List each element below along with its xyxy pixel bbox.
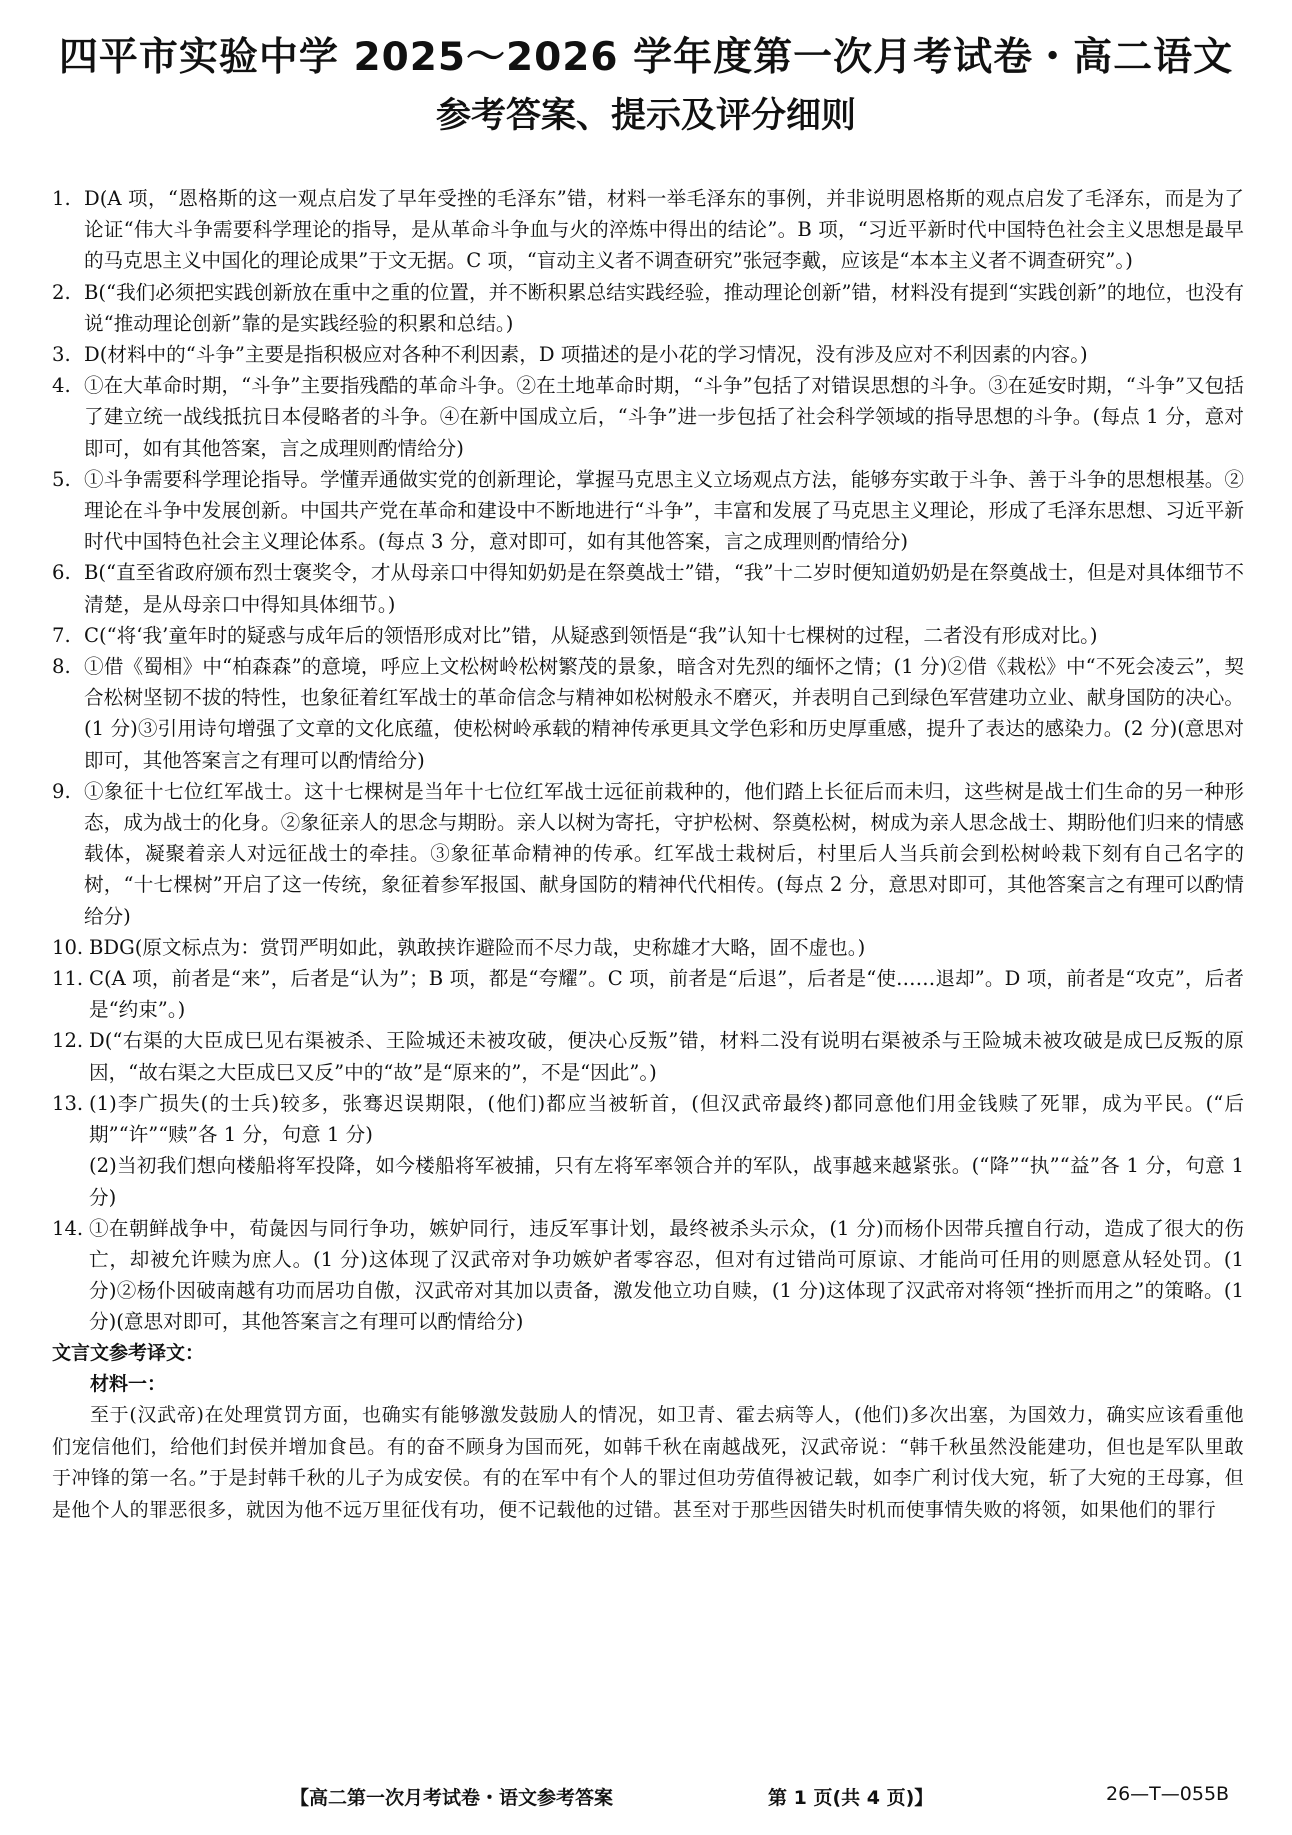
answer-number: 3.	[52, 343, 71, 367]
page-subtitle: 参考答案、提示及评分细则	[435, 96, 856, 136]
answer-item	[52, 1213, 1244, 1338]
answer-text: ①在大革命时期，“斗争”主要指残酷的革命斗争。②在土地革命时期，“斗争”包括了对错误思想的斗争。③在延安时期，“斗争”又包括了建立统一战线抵抗日本侵略者的斗争。④在新中国成立后，“斗争”进一步包括了社会科学领域的指导思想的斗争。(每点 1 分，意对即可，如有其他答案，言之成理则酌情给分)	[84, 374, 1244, 460]
answer-text: (1)李广损失(的士兵)较多，张骞迟误期限，(他们)都应当被斩首，(但汉武帝最终)都同意他们用金钱赎了死罪，成为平民。(“后期”“许”“赎”各 1 分，句意 1 分)	[89, 1091, 1244, 1147]
answer-item	[52, 776, 1244, 932]
answer-number: 12.	[52, 1029, 84, 1053]
answer-item	[52, 370, 1244, 464]
answer-number: 13.	[52, 1091, 84, 1115]
answer-number: 2.	[52, 280, 71, 304]
answer-text: BDG(原文标点为：赏罚严明如此，孰敢挟诈避险而不尽力哉，史称雄才大略，固不虚也。)	[89, 935, 866, 959]
page-title: 四平市实验中学 2025～2026 学年度第一次月考试卷・高二语文	[58, 35, 1234, 80]
answer-number: 14.	[52, 1216, 84, 1240]
answer-subpart: (2)当初我们想向楼船将军投降，如今楼船将军被捕，只有左将军率领合并的军队，战事越来越紧张。(“降”“执”“益”各 1 分，句意 1 分)	[89, 1154, 1244, 1209]
answer-body	[52, 183, 1244, 1526]
answer-item	[52, 183, 1244, 277]
answer-number: 7.	[52, 623, 71, 647]
footer-code: 26—T—055B	[1106, 1783, 1230, 1805]
material-label: 材料一：	[90, 1372, 167, 1395]
answer-text: ①在朝鲜战争中，荀彘因与同行争功，嫉妒同行，违反军事计划，最终被杀头示众，(1 分)而杨仆因带兵擅自行动，造成了很大的伤亡，却被允许赎为庶人。(1 分)这体现了汉武帝对争功嫉妒者零容忍，但对有过错尚可原谅、才能尚可任用的则愿意从轻处罚。(1 分)②杨仆因破南越有功而居功自傲，汉武帝对其加以责备，激发他立功自赎，(1 分)这体现了汉武帝对将领“挫折而用之”的策略。(1 分)(意思对即可，其他答案言之有理可以酌情给分)	[89, 1216, 1244, 1334]
answer-text: ①借《蜀相》中“柏森森”的意境，呼应上文松树岭松树繁茂的景象，暗含对先烈的缅怀之情；(1 分)②借《栽松》中“不死会凌云”，契合松树坚韧不拔的特性，也象征着红军战士的革命信念与精神如松树般永不磨灭，并表明自己到绿色军营建功立业、献身国防的决心。(1 分)③引用诗句增强了文章的文化底蕴，使松树岭承载的精神传承更具文学色彩和历史厚重感，提升了表达的感染力。(2 分)(意思对即可，其他答案言之有理可以酌情给分)	[84, 655, 1244, 772]
answer-item	[52, 339, 1244, 370]
footer-page-number: 第 1 页(共 4 页)】	[768, 1787, 934, 1809]
answer-text: D(材料中的“斗争”主要是指积极应对各种不利因素，D 项描述的是小花的学习情况，没有涉及应对不利因素的内容。)	[84, 343, 1088, 367]
answer-number: 6.	[52, 561, 71, 585]
answer-item	[52, 932, 1244, 963]
answer-item	[52, 1088, 1244, 1150]
answer-item	[52, 464, 1244, 558]
answer-text: B(“我们必须把实践创新放在重中之重的位置，并不断积累总结实践经验，推动理论创新”错，材料没有提到“实践创新”的地位，也没有说“推动理论创新”靠的是实践经验的积累和总结。)	[84, 280, 1244, 335]
footer-exam-name: 【高二第一次月考试卷・语文参考答案	[290, 1787, 614, 1809]
answer-number: 11.	[52, 967, 84, 991]
answer-text: ①象征十七位红军战士。这十七棵树是当年十七位红军战士远征前栽种的，他们踏上长征后而未归，这些树是战士们生命的另一种形态，成为战士的化身。②象征亲人的思念与期盼。亲人以树为寄托，守护松树、祭奠松树，树成为亲人思念战士、期盼他们归来的情感载体，凝聚着亲人对远征战士的牵挂。③象征革命精神的传承。红军战士栽树后，村里后人当兵前会到松树岭栽下刻有自己名字的树，“十七棵树”开启了这一传统，象征着参军报国、献身国防的精神代代相传。(每点 2 分，意思对即可，其他答案言之有理可以酌情给分)	[84, 779, 1244, 928]
answer-text: B(“直至省政府颁布烈士褒奖令，才从母亲口中得知奶奶是在祭奠战士”错，“我”十二岁时便知道奶奶是在祭奠战士，但是对具体细节不清楚，是从母亲口中得知具体细节。)	[84, 561, 1244, 616]
answer-item	[52, 557, 1244, 619]
answer-text: C(“将‘我’童年时的疑惑与成年后的领悟形成对比”错，从疑惑到领悟是“我”认知十七棵树的过程，二者没有形成对比。)	[84, 623, 1098, 647]
answer-number: 9.	[52, 779, 71, 803]
translation-heading: 文言文参考译文：	[52, 1341, 205, 1364]
answer-item	[52, 277, 1244, 339]
answer-text: D(“右渠的大臣成巳见右渠被杀、王险城还未被攻破，便决心反叛”错，材料二没有说明右渠被杀与王险城未被攻破是成巳反叛的原因，“故右渠之大臣成巳又反”中的“故”是“原来的”，不是“因此”。)	[89, 1029, 1244, 1084]
answer-number: 10.	[52, 935, 84, 959]
answer-number: 1.	[52, 187, 71, 210]
answer-number: 4.	[52, 374, 71, 398]
answer-number: 8.	[52, 655, 71, 679]
answer-text: D(A 项，“恩格斯的这一观点启发了早年受挫的毛泽东”错，材料一举毛泽东的事例，并非说明恩格斯的观点启发了毛泽东，而是为了论证“伟大斗争需要科学理论的指导，是从革命斗争血与火的淬炼中得出的结论”。B 项，“习近平新时代中国特色社会主义思想是最早的马克思主义中国化的理论成果”于文无据。C 项，“盲动主义者不调查研究”张冠李戴，应该是“本本主义者不调查研究”。)	[84, 187, 1244, 273]
answer-number: 5.	[52, 467, 71, 491]
answer-item	[52, 1025, 1244, 1087]
translation-paragraph: 至于(汉武帝)在处理赏罚方面，也确实有能够激发鼓励人的情况，如卫青、霍去病等人，(他们)多次出塞，为国效力，确实应该看重他们宠信他们，给他们封侯并增加食邑。有的奋不顾身为国而死，如韩千秋在南越战死，汉武帝说：“韩千秋虽然没能建功，但也是军队里敢于冲锋的第一名。”于是封韩千秋的儿子为成安侯。有的在军中有个人的罪过但功劳值得被记载，如李广利讨伐大宛，斩了大宛的王母寡，但是他个人的罪恶很多，就因为他不远万里征伐有功，便不记载他的过错。甚至对于那些因错失时机而使事情失败的将领，如果他们的罪行	[52, 1403, 1244, 1521]
answer-item	[52, 620, 1244, 651]
answer-item	[52, 963, 1244, 1025]
answer-text: C(A 项，前者是“来”，后者是“认为”；B 项，都是“夸耀”。C 项，前者是“后退”，后者是“使……退却”。D 项，前者是“攻克”，后者是“约束”。)	[89, 967, 1244, 1022]
answer-text: ①斗争需要科学理论指导。学懂弄通做实党的创新理论，掌握马克思主义立场观点方法，能够夯实敢于斗争、善于斗争的思想根基。②理论在斗争中发展创新。中国共产党在革命和建设中不断地进行“斗争”，丰富和发展了马克思主义理论，形成了毛泽东思想、习近平新时代中国特色社会主义理论体系。(每点 3 分，意对即可，如有其他答案，言之成理则酌情给分)	[84, 467, 1244, 554]
answer-item	[52, 651, 1244, 776]
